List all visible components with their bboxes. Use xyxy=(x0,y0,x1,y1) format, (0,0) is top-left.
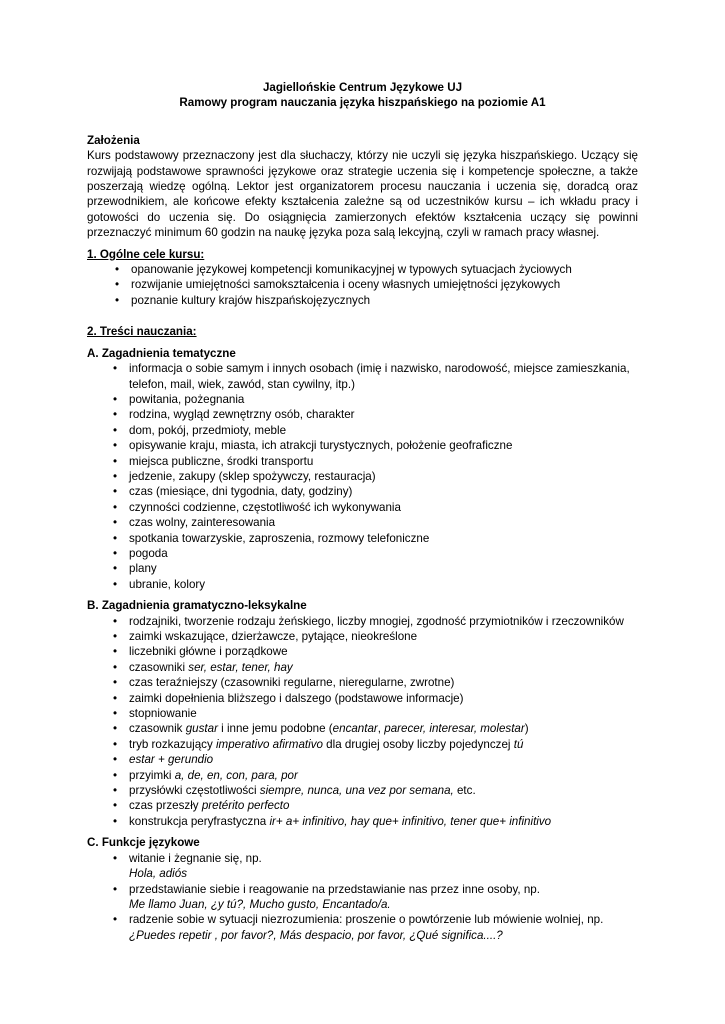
list-item: • przysłówki częstotliwości siempre, nunca, una vez por semana, etc. xyxy=(113,783,638,798)
section-heading-tresci: 2. Treści nauczania: xyxy=(87,325,197,339)
list-item: • plany xyxy=(113,561,638,576)
list-item: • czasowniki ser, estar, tener, hay xyxy=(113,660,638,675)
list-item: • poznanie kultury krajów hiszpańskojęzycznych xyxy=(115,293,638,308)
list-item: • liczebniki główne i porządkowe xyxy=(113,644,638,659)
list-item: • zaimki wskazujące, dzierżawcze, pytające, nieokreślone xyxy=(113,629,638,644)
list-item: • rodzajniki, tworzenie rodzaju żeńskiego, liczby mnogiej, zgodność przymiotników i rzeczowników xyxy=(113,614,638,629)
document-title: Ramowy program nauczania języka hiszpańskiego na poziomie A1 xyxy=(179,96,546,110)
example-text: Me llamo Juan, ¿y tú?, Mucho gusto, Encantado/a. xyxy=(129,897,391,911)
example-text: ¿Puedes repetir , por favor?, Más despacio, por favor, ¿Qué significa....? xyxy=(129,928,503,942)
funkcje-list xyxy=(87,851,638,943)
list-item: • powitania, pożegnania xyxy=(113,392,638,407)
subsection-heading-b: B. Zagadnienia gramatyczno-leksykalne xyxy=(87,599,307,613)
list-item: • witanie i żegnanie się, np. Hola, adiós xyxy=(113,851,638,882)
list-item: • pogoda xyxy=(113,546,638,561)
list-item: • czas wolny, zainteresowania xyxy=(113,515,638,530)
list-item: • czas (miesiące, dni tygodnia, daty, godziny) xyxy=(113,484,638,499)
section-heading-cele: 1. Ogólne cele kursu: xyxy=(87,247,205,261)
list-item: • czasownik gustar i inne jemu podobne (encantar, parecer, interesar, molestar) xyxy=(113,721,638,736)
tematyczne-list xyxy=(87,361,638,592)
section-heading-zalozenia: Założenia xyxy=(87,133,140,147)
list-item: • ubranie, kolory xyxy=(113,577,638,592)
list-item: • stopniowanie xyxy=(113,706,638,721)
list-item: • estar + gerundio xyxy=(113,752,638,767)
list-item: • radzenie sobie w sytuacji niezrozumienia: proszenie o powtórzenie lub mówienie wolniej, np. ¿Puedes repetir , por favor?, Más despacio, por favor, ¿Qué significa....? xyxy=(113,912,638,943)
list-item: • zaimki dopełnienia bliższego i dalszego (podstawowe informacje) xyxy=(113,691,638,706)
list-item: • rozwijanie umiejętności samokształcenia i oceny własnych umiejętności językowych xyxy=(115,277,638,292)
example-text: Hola, adiós xyxy=(129,867,188,881)
list-item: • informacja o sobie samym i innych osobach (imię i nazwisko, narodowość, miejsce zamieszkania, telefon, mail, wiek, zawód, stan cywilny, itp.) xyxy=(113,361,638,392)
list-item: • dom, pokój, przedmioty, meble xyxy=(113,423,638,438)
list-item: • miejsca publiczne, środki transportu xyxy=(113,454,638,469)
list-item: • czas teraźniejszy (czasowniki regularne, nieregularne, zwrotne) xyxy=(113,675,638,690)
list-item: • czas przeszły pretérito perfecto xyxy=(113,798,638,813)
list-item: • rodzina, wygląd zewnętrzny osób, charakter xyxy=(113,407,638,422)
cele-list xyxy=(87,262,638,308)
list-item: • przyimki a, de, en, con, para, por xyxy=(113,768,638,783)
gramatyczne-list xyxy=(87,614,638,830)
subsection-heading-c: C. Funkcje językowe xyxy=(87,836,200,850)
list-item: • opisywanie kraju, miasta, ich atrakcji turystycznych, położenie geofraficzne xyxy=(113,438,638,453)
institution-name: Jagiellońskie Centrum Językowe UJ xyxy=(262,81,463,94)
document-header xyxy=(87,80,638,111)
zalozenia-paragraph: Kurs podstawowy przeznaczony jest dla słuchaczy, którzy nie uczyli się języka hiszpańskiego. Uczący się rozwijają podstawowe sprawności językowe oraz strategie uczenia się i kompetencje społeczne, a także poszerzają wiedzę ogólną. Lektor jest organizatorem procesu nauczania i uczenia się, doradcą oraz przewodnikiem, ale końcowe efekty kształcenia zależne są od uczestników kursu – ich wkładu pracy i gotowości do uczenia się. Do osiągnięcia zamierzonych efektów kształcenia uczący się powinni przeznaczyć minimum 60 godzin na naukę języka poza salą lekcyjną, czyli w ramach pracy własnej. xyxy=(87,149,638,240)
list-item: • spotkania towarzyskie, zaproszenia, rozmowy telefoniczne xyxy=(113,531,638,546)
list-item: • przedstawianie siebie i reagowanie na przedstawianie nas przez inne osoby, np. Me llamo Juan, ¿y tú?, Mucho gusto, Encantado/a. xyxy=(113,882,638,913)
list-item: • jedzenie, zakupy (sklep spożywczy, restauracja) xyxy=(113,469,638,484)
list-item: • konstrukcja peryfrastyczna ir+ a+ infinitivo, hay que+ infinitivo, tener que+ infinitivo xyxy=(113,814,638,829)
subsection-heading-a: A. Zagadnienia tematyczne xyxy=(87,346,236,360)
list-item: • czynności codzienne, częstotliwość ich wykonywania xyxy=(113,500,638,515)
list-item: • tryb rozkazujący imperativo afirmativo dla drugiej osoby liczby pojedynczej tú xyxy=(113,737,638,752)
list-item: • opanowanie językowej kompetencji komunikacyjnej w typowych sytuacjach życiowych xyxy=(115,262,638,277)
